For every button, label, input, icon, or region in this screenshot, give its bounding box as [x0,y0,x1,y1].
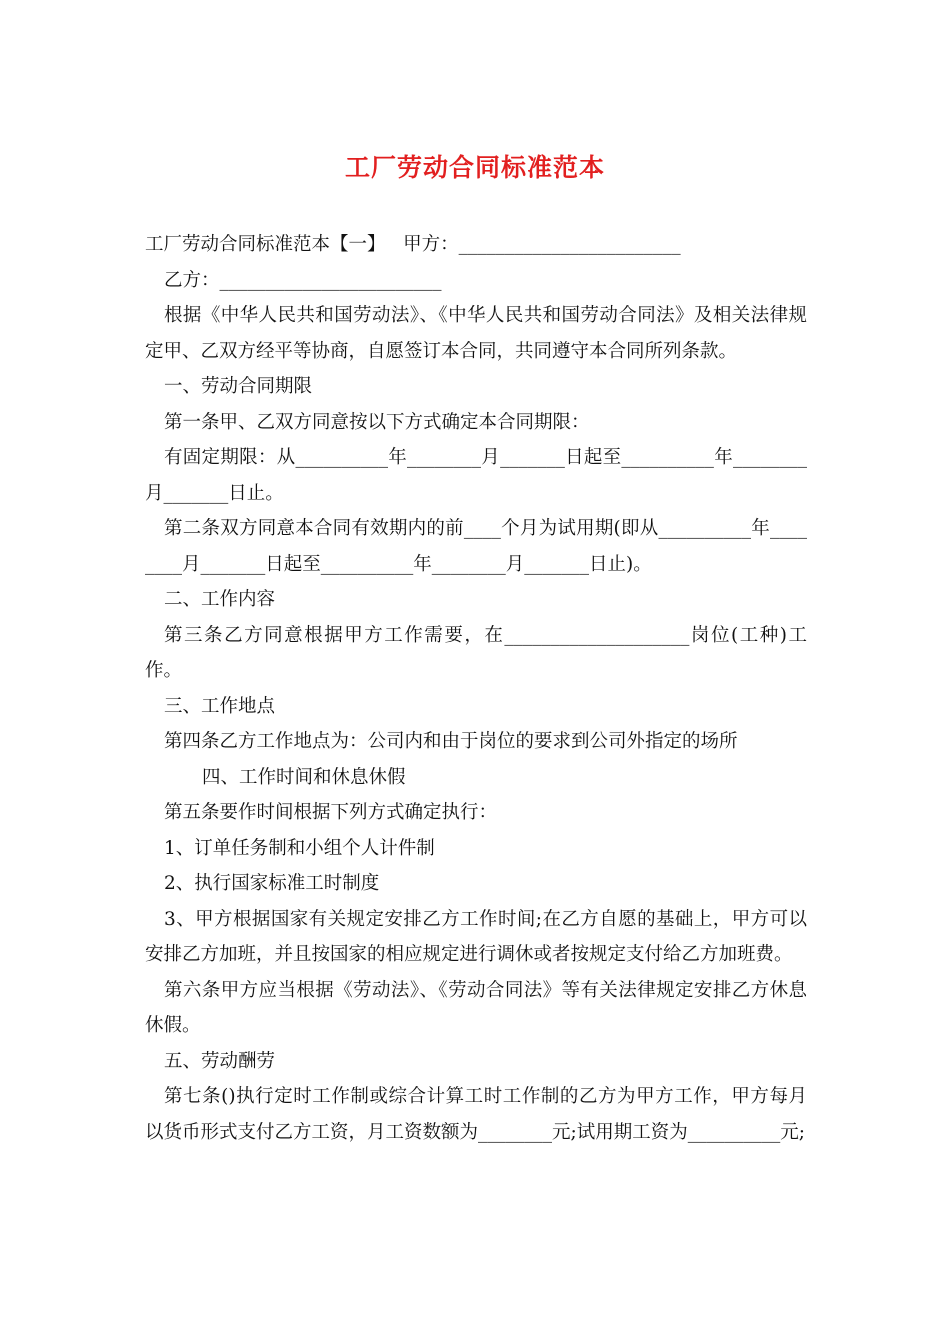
contract-paragraph: 有固定期限：从__________年________月_______日起至__________年________月_______日止。 [145,447,807,504]
document-body [145,227,807,1150]
contract-paragraph: 第四条乙方工作地点为：公司内和由于岗位的要求到公司外指定的场所 [164,731,738,752]
contract-paragraph: 四、工作时间和休息休假 [202,766,406,788]
contract-paragraph: 第五条要作时间根据下列方式确定执行： [164,802,498,823]
contract-paragraph: 第七条()执行定时工作制或综合计算工时工作制的乙方为甲方工作，甲方每月以货币形式支付乙方工资，月工资数额为________元;试用期工资为__________元; [145,1086,807,1143]
contract-paragraph: 一、劳动合同期限 [164,376,313,397]
contract-paragraph: 第二条双方同意本合同有效期内的前____个月为试用期(即从__________年________月_______日起至__________年________月_______日止)。 [145,518,807,575]
document-title: 工厂劳动合同标准范本 [344,153,605,182]
contract-paragraph: 第六条甲方应当根据《劳动法》、《劳动合同法》等有关法律规定安排乙方休息休假。 [145,979,807,1036]
contract-paragraph: 三、工作地点 [164,695,276,717]
contract-paragraph: 二、工作内容 [164,589,276,610]
contract-paragraph: 第一条甲、乙双方同意按以下方式确定本合同期限： [164,411,590,433]
contract-paragraph: 第三条乙方同意根据甲方工作需要，在____________________岗位(工种)工作。 [145,624,807,681]
contract-paragraph: 工厂劳动合同标准范本【一】 甲方：________________________ [145,234,681,255]
contract-paragraph: 乙方：________________________ [164,269,442,291]
contract-paragraph: 2、执行国家标准工时制度 [164,873,380,894]
contract-paragraph: 1、订单任务制和小组个人计件制 [164,837,435,859]
contract-paragraph: 3、甲方根据国家有关规定安排乙方工作时间;在乙方自愿的基础上，甲方可以安排乙方加班，并且按国家的相应规定进行调休或者按规定支付给乙方加班费。 [145,908,807,965]
contract-paragraph: 五、劳动酬劳 [164,1050,276,1072]
contract-paragraph: 根据《中华人民共和国劳动法》、《中华人民共和国劳动合同法》及相关法律规定甲、乙双方经平等协商，自愿签订本合同，共同遵守本合同所列条款。 [145,305,807,362]
